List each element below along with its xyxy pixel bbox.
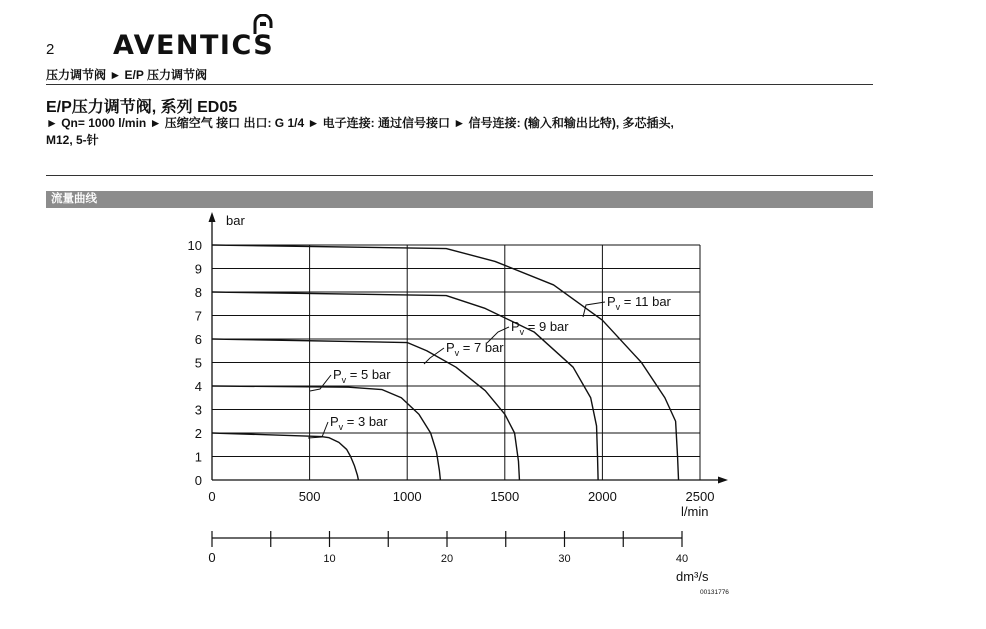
y-axis-arrow <box>209 212 216 222</box>
x-tick-label: 2000 <box>587 489 617 504</box>
y-tick-label: 9 <box>194 261 202 277</box>
page-title: E/P压力调节阀, 系列 ED05 <box>46 99 238 116</box>
page-number: 2 <box>46 41 55 58</box>
secondary-axis-label: dm³/s <box>676 569 709 584</box>
y-tick-label: 4 <box>194 379 202 394</box>
section-header: 流量曲线 <box>46 191 873 208</box>
series-label-2: $P_v = 5$ bar <box>333 367 391 385</box>
product-specs-line-1: ► Qn= 1000 l/min ► 压缩空气 接口 出口: G 1/4 ► 电子连接: 通过信号接口 ► 信号连接: (输入和输出比特), 多芯插头, <box>46 116 674 130</box>
x-tick-label: 500 <box>298 489 321 504</box>
secondary-tick-label: 0 <box>208 550 216 565</box>
y-tick-label: 3 <box>194 402 202 418</box>
y-tick-label: 2 <box>194 426 202 441</box>
y-tick-label: 5 <box>194 355 202 371</box>
series-label-leader <box>310 375 331 391</box>
y-tick-label: 1 <box>194 449 202 465</box>
series-label-5: $P_v = 11$ bar <box>607 294 671 312</box>
y-tick-label: 10 <box>187 238 202 253</box>
x-tick-label: 1000 <box>392 489 422 504</box>
x-axis-arrow <box>718 477 728 484</box>
y-tick-label: 0 <box>194 473 202 488</box>
series-label-1: $P_v = 3$ bar <box>330 414 388 432</box>
secondary-tick-label: 40 <box>675 553 689 565</box>
secondary-tick-label: 10 <box>323 553 336 565</box>
series-label-4: $P_v = 9$ bar <box>511 319 569 337</box>
breadcrumb: 压力调节阀 ► E/P 压力调节阀 <box>46 68 208 82</box>
secondary-tick-label: 30 <box>558 553 571 565</box>
y-tick-label: 6 <box>194 332 202 347</box>
brand-logo-text: AVENTICS <box>113 30 275 61</box>
x-axis-label: l/min <box>681 504 709 519</box>
secondary-tick-label: 20 <box>440 553 454 565</box>
y-tick-label: 7 <box>194 308 202 324</box>
figure-code: 00131776 <box>700 589 729 596</box>
x-tick-label: 0 <box>208 489 216 504</box>
x-tick-label: 1500 <box>490 489 520 504</box>
y-tick-label: 8 <box>194 285 202 300</box>
series-label-3: $P_v = 7$ bar <box>446 340 504 358</box>
x-tick-label: 2500 <box>685 489 715 504</box>
y-axis-label: bar <box>226 213 245 228</box>
product-specs-line-2: M12, 5-针 <box>46 133 99 147</box>
